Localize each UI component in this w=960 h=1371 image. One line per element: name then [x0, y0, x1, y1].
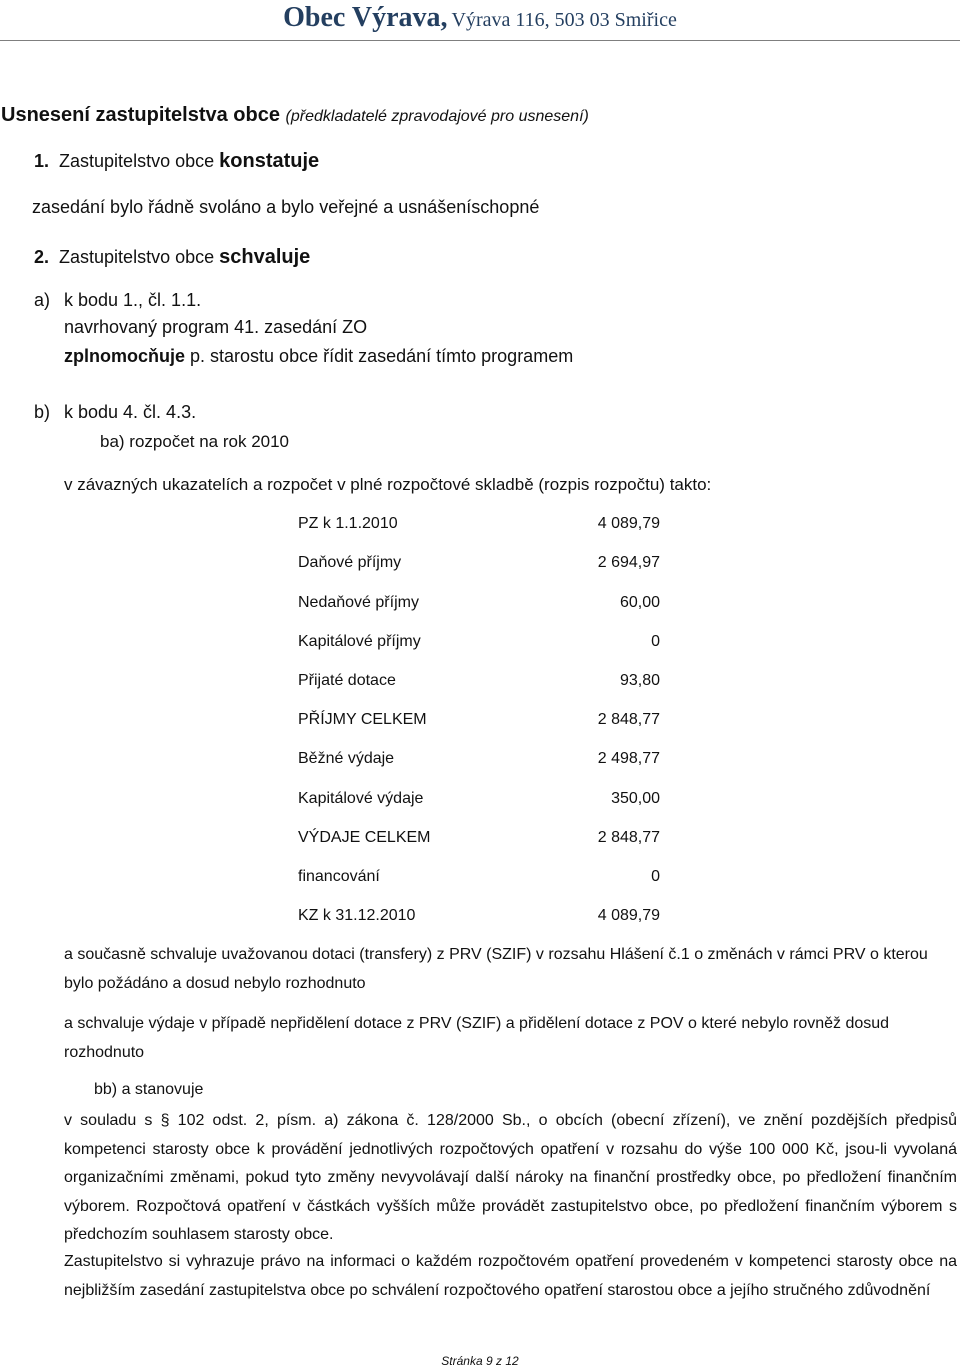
section-b-ref: k bodu 4. čl. 4.3. — [64, 402, 197, 422]
budget-value: 2 694,97 — [597, 554, 660, 571]
section-a-keyword: zplnomocňuje — [64, 346, 185, 366]
budget-value: 2 498,77 — [597, 750, 660, 767]
budget-label: PŘÍJMY CELKEM — [298, 711, 427, 728]
municipality-name: Obec Výrava, — [283, 2, 448, 33]
municipality-address: Výrava 116, 503 03 Smiřice — [451, 9, 677, 31]
budget-value: 60,00 — [619, 594, 660, 611]
section-b-marker: b) — [34, 402, 51, 422]
item-2-intro: Zastupitelstvo obce — [59, 247, 215, 267]
resolution-note: (předkladatelé zpravodajové pro usnesení) — [285, 108, 589, 125]
paragraph-subsidy: a současně schvaluje uvažovanou dotaci (transfery) z PRV (SZIF) v rozsahu Hlášení č.1 o změnách v rámci PRV o kterou bylo požádáno a dosud nebylo rozhodnuto — [64, 946, 928, 992]
budget-value: 0 — [651, 633, 660, 650]
resolution-title: Usnesení zastupitelstva obce — [1, 104, 280, 126]
paragraph-expenses: a schvaluje výdaje v případě nepřidělení dotace z PRV (SZIF) a přidělení dotace z POV o které nebylo rovněž dosud rozhodnuto — [64, 1015, 890, 1061]
section-a-line2-rest: p. starostu obce řídit zasedání tímto programem — [190, 346, 574, 366]
paragraph-mayor-competence: v souladu s § 102 odst. 2, písm. a) zákona č. 128/2000 Sb., o obcích (obecní zřízení), ve znění pozdějších předpisů kompetenci starosty obce k provádění jednotlivých rozpočtových opatření v rozsahu do výše 100 000 Kč, jsou-li vyvolaná organizačními změnami, pokud tyto změny nevyvolávají další nároky na finanční prostředky obce, po předložení finančním výborem. Rozpočtová opatření v částkách vyšších může provádět zastupitelstvo obce, po předložení finančním výborem s předchozím souhlasem starosty obce. — [64, 1112, 957, 1243]
budget-value: 2 848,77 — [597, 829, 660, 846]
budget-value: 0 — [651, 868, 660, 885]
item-1-text: zasedání bylo řádně svoláno a bylo veřejné a usnášeníschopné — [32, 197, 540, 217]
budget-label: Kapitálové příjmy — [298, 633, 421, 650]
resolution-heading — [1, 104, 589, 127]
item-2-number: 2. — [34, 247, 50, 267]
item-1-heading — [34, 150, 319, 173]
section-a-marker: a) — [34, 290, 51, 310]
paragraph-information-right: Zastupitelstvo si vyhrazuje právo na informaci o každém rozpočtovém opatření provedeném v kompetenci starosty obce na nejbližším zasedání zastupitelstva obce po schválení rozpočtového opatření starostou obce a jejího stručného zdůvodnění — [64, 1253, 957, 1299]
budget-label: VÝDAJE CELKEM — [298, 829, 431, 846]
header-line — [0, 2, 960, 34]
budget-value: 93,80 — [619, 672, 660, 689]
budget-label: Běžné výdaje — [298, 750, 395, 767]
page-number: Stránka 9 z 12 — [441, 1354, 519, 1368]
budget-value: 4 089,79 — [597, 907, 660, 924]
budget-label: KZ k 31.12.2010 — [298, 907, 416, 924]
budget-value: 4 089,79 — [597, 515, 660, 532]
budget-label: Přijaté dotace — [298, 672, 396, 689]
section-ba-title: ba) rozpočet na rok 2010 — [100, 432, 290, 451]
item-2-keyword: schvaluje — [219, 246, 311, 268]
item-2-heading — [34, 246, 310, 269]
item-1-intro: Zastupitelstvo obce — [59, 151, 215, 171]
budget-label: Daňové příjmy — [298, 554, 402, 571]
budget-label: PZ k 1.1.2010 — [298, 515, 398, 532]
budget-value: 2 848,77 — [597, 711, 660, 728]
section-b-intro: v závazných ukazatelích a rozpočet v plné rozpočtové skladbě (rozpis rozpočtu) takto: — [64, 475, 712, 494]
budget-label: Nedaňové příjmy — [298, 594, 419, 611]
budget-value: 350,00 — [611, 790, 660, 807]
item-1-number: 1. — [34, 151, 50, 171]
page-header — [0, 0, 960, 41]
budget-label: financování — [298, 868, 380, 885]
section-a-line2 — [64, 346, 573, 367]
section-a-ref: k bodu 1., čl. 1.1. — [64, 290, 202, 310]
section-bb-title: bb) a stanovuje — [94, 1081, 204, 1098]
budget-label: Kapitálové výdaje — [298, 790, 424, 807]
item-1-keyword: konstatuje — [219, 150, 320, 172]
section-a-line1: navrhovaný program 41. zasedání ZO — [64, 317, 368, 337]
